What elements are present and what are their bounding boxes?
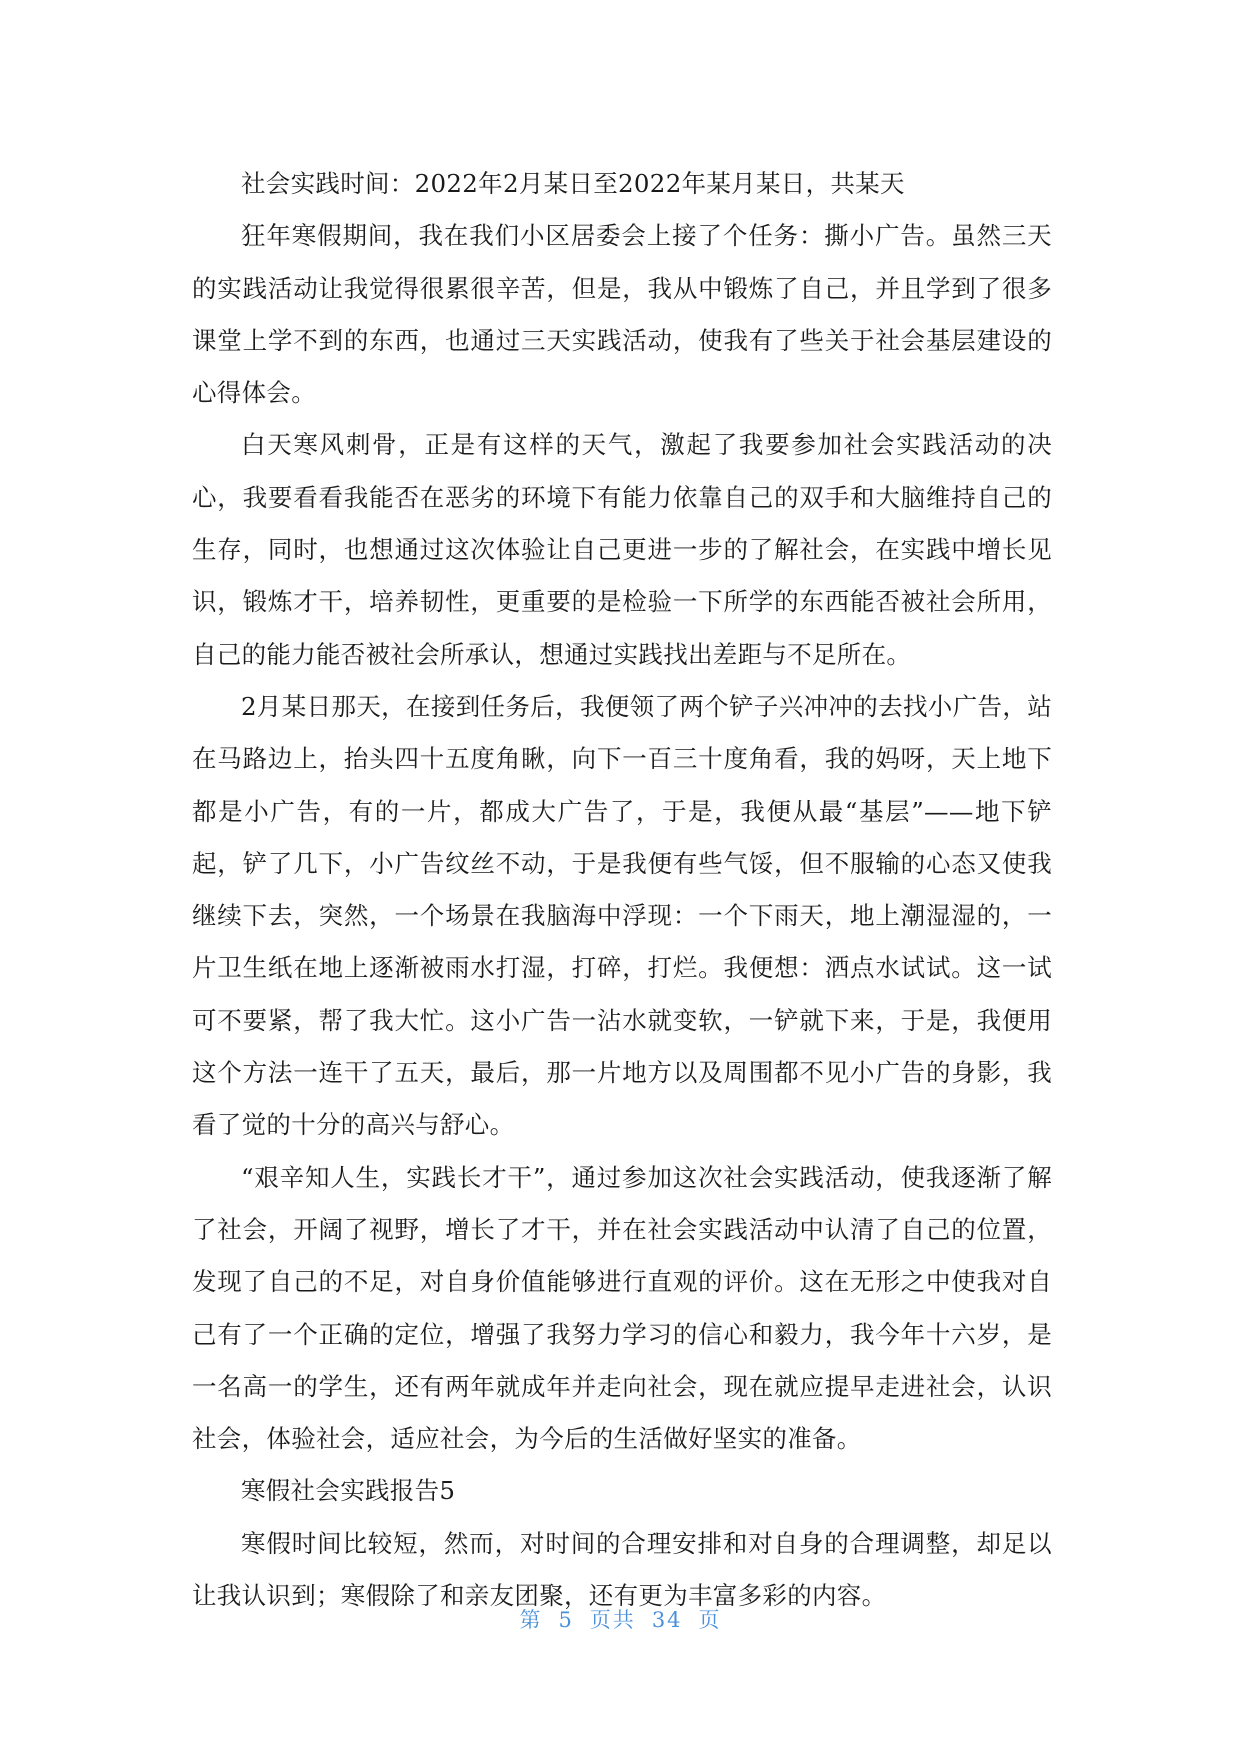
footer-page-number: 5 xyxy=(558,1608,574,1632)
footer-prefix: 第 xyxy=(519,1608,543,1632)
document-body xyxy=(192,158,1052,1622)
paragraph-winter-break: 寒假时间比较短，然而，对时间的合理安排和对自身的合理调整，却足以让我认识到；寒假除了和亲友团聚，还有更为丰富多彩的内容。 xyxy=(192,1528,1052,1611)
footer-total-pages: 34 xyxy=(651,1608,683,1632)
page-number-footer xyxy=(0,1604,1241,1634)
paragraph-ad-removal: 2月某日那天，在接到任务后，我便领了两个铲子兴冲冲的去找小广告，站在马路边上，抬头四十五度角瞅，向下一百三十度角看，我的妈呀，天上地下都是小广告，有的一片，都成大广告了，于是，我便从最“基层”——地下铲起，铲了几下，小广告纹丝不动，于是我便有些气馁，但不服输的心态又使我继续下去，突然，一个场景在我脑海中浮现：一个下雨天，地上潮湿湿的，一片卫生纸在地上逐渐被雨水打湿，打碎，打烂。我便想：洒点水试试。这一试可不要紧，帮了我大忙。这小广告一沾水就变软，一铲就下来，于是，我便用这个方法一连干了五天，最后，那一片地方以及周围都不见小广告的身影，我看了觉的十分的高兴与舒心。 xyxy=(192,691,1052,1140)
footer-suffix: 页 xyxy=(698,1608,722,1632)
paragraph-practice-time: 社会实践时间：2022年2月某日至2022年某月某日，共某天 xyxy=(241,169,905,198)
paragraph-task-intro: 狂年寒假期间，我在我们小区居委会上接了个任务：撕小广告。虽然三天的实践活动让我觉得很累很辛苦，但是，我从中锻炼了自己，并且学到了很多课堂上学不到的东西，也通过三天实践活动，使我有了些关于社会基层建设的心得体会。 xyxy=(192,221,1052,408)
section-heading-report-5: 寒假社会实践报告5 xyxy=(241,1476,456,1506)
paragraph-determination: 白天寒风刺骨，正是有这样的天气，激起了我要参加社会实践活动的决心，我要看看我能否在恶劣的环境下有能力依靠自己的双手和大脑维持自己的生存，同时，也想通过这次体验让自己更进一步的了解社会，在实践中增长见识，锻炼才干，培养韧性，更重要的是检验一下所学的东西能否被社会所用，自己的能力能否被社会所承认，想通过实践找出差距与不足所在。 xyxy=(192,430,1052,669)
footer-middle: 页共 xyxy=(589,1608,636,1632)
paragraph-reflection: “艰辛知人生，实践长才干”，通过参加这次社会实践活动，使我逐渐了解了社会，开阔了视野，增长了才干，并在社会实践活动中认清了自己的位置，发现了自己的不足，对自身价值能够进行直观的评价。这在无形之中使我对自己有了一个正确的定位，增强了我努力学习的信心和毅力，我今年十六岁，是一名高一的学生，还有两年就成年并走向社会，现在就应提早走进社会，认识社会，体验社会，适应社会，为今后的生活做好坚实的准备。 xyxy=(192,1162,1052,1454)
